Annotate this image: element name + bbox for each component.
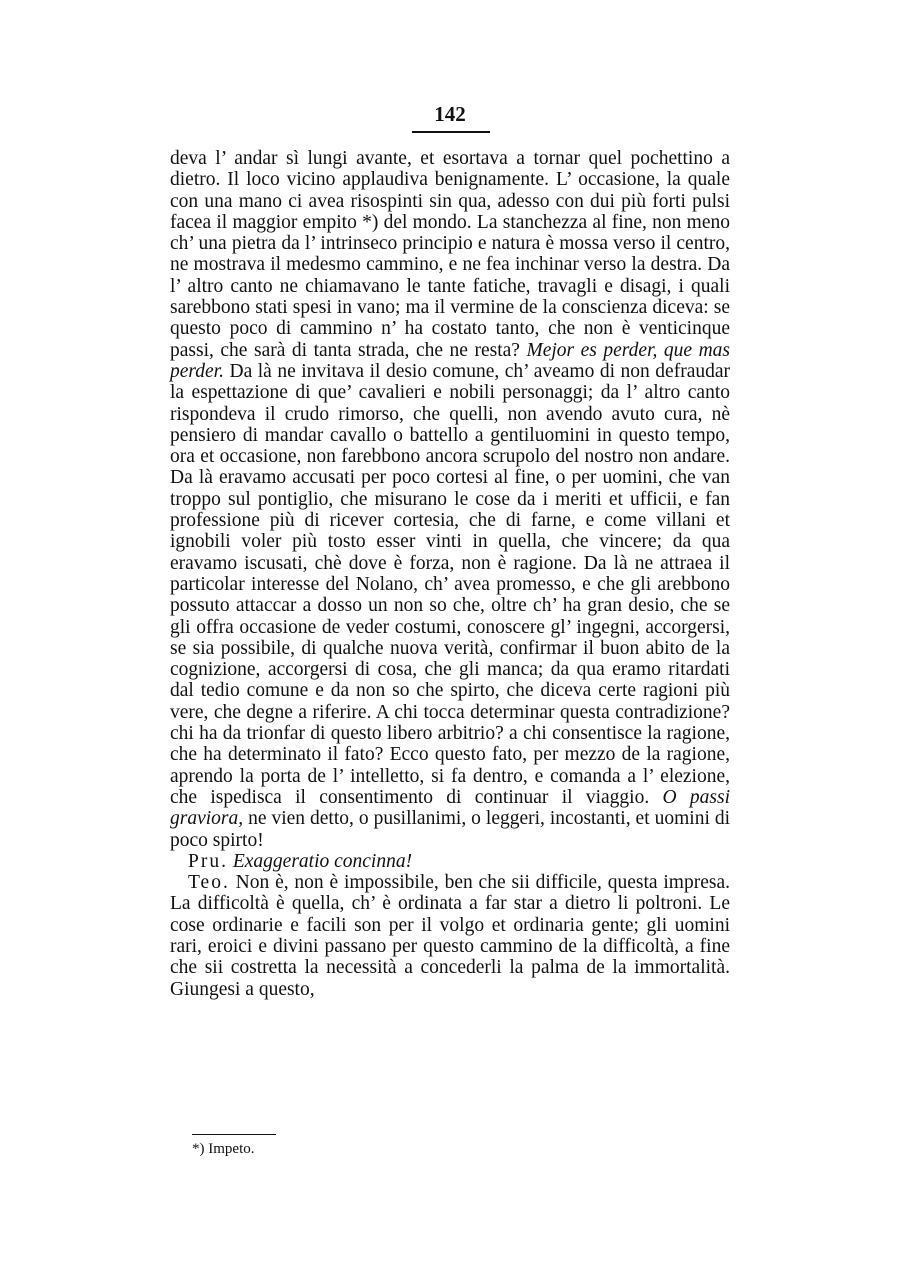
footnote-rule <box>192 1134 276 1135</box>
text-run: Da là ne invitava il desio comune, ch’ aveamo di non defraudar la espettazione di que’ cavalieri e nobili personaggi; da l’ altro canto rispondeva il crudo rimorso, che quelli, non avendo avuto cura, nè pensiero di mandar cavallo o battello a gentiluomini in questo tempo, ora et occasione, non farebbono ancora scrupolo del nostro non andare. Da là eravamo accusati per poco cortesi al fine, o per uomini, che van troppo sul pontiglio, che misurano le cose da i meriti et ufficii, e fan professione più di ricever cortesia, che di farne, e come villani et ignobili voler più tosto esser vinti in quella, che vincere; da qua eravamo iscusati, chè dove è forza, non è ragione. Da là ne attraea il particolar interesse del Nolano, ch’ avea promesso, e che gli arebbono possuto attaccar a dosso un non so che, oltre ch’ ha gran desio, che se gli offra occasione de veder costumi, conoscere gl’ ingegni, accorgersi, se sia possibile, di qualche nuova verità, confirmar il buon abito de la cognizione, accorgersi di cosa, che gli manca; da qua eramo ritardati dal tedio comune e da non so che spirto, che diceva certe ragioni più vere, che degne a riferire. A chi tocca determinar questa contradizione? chi ha da trionfar di questo libero arbitrio? a chi consentisce la ragione, che ha determinato il fato? Ecco questo fato, per mezzo de la ragione, aprendo la porta de l’ intelletto, si fa dentro, e comanda a l’ elezione, che ispedisca il consentimento di continuar il viaggio. <box>170 360 730 808</box>
paragraph-dialogue <box>170 872 730 1000</box>
page-number: 142 <box>434 102 466 126</box>
body-text <box>170 148 730 1000</box>
page-number-rule <box>412 131 490 133</box>
italic-quote: O passi graviora, <box>170 786 730 830</box>
italic-quote: Mejor es perder, que mas perder. <box>170 339 730 382</box>
italic-quote: Exaggeratio concinna! <box>232 850 413 872</box>
footnote: *) Impeto. <box>192 1141 255 1157</box>
speaker-name: Teo. <box>188 872 230 894</box>
text-run: ne vien detto, o pusillanimi, o leggeri, incostanti, et uomini di poco spirto! <box>170 808 730 851</box>
speaker-name: Pru. <box>188 850 228 872</box>
text-run: Non è, non è impossibile, ben che sii difficile, questa impresa. La difficoltà è quella, ch’ è ordinata a far star a dietro li poltroni. Le cose ordinarie e facili son per il volgo et ordinaria gente; gli uomini rari, eroici e divini passano per questo cammino de la difficoltà, a fine che sii costretta la necessità a concederli la palma de la immortalità. Giungesi a questo, <box>170 872 730 1000</box>
paragraph <box>170 148 730 851</box>
text-run: deva l’ andar sì lungi avante, et esortava a tornar quel pochettino a dietro. Il loco vicino applaudiva benignamente. L’ occasione, la quale con una mano ci avea risospinti sin qua, adesso con dui più forti pulsi facea il maggior empito *) del mondo. La stanchezza al fine, non meno ch’ una pietra da l’ intrinseco principio e natura è mossa verso il centro, ne mostrava il medesmo cammino, e ne fea inchinar verso la destra. Da l’ altro canto ne chiamavano le tante fatiche, travagli e disagi, i quali sarebbono stati spesi in vano; ma il vermine de la conscienza diceva: se questo poco di cammino n’ ha costato tanto, che non è venticinque passi, che sarà di tanta strada, che ne resta? <box>170 148 730 361</box>
paragraph-dialogue <box>170 851 730 872</box>
